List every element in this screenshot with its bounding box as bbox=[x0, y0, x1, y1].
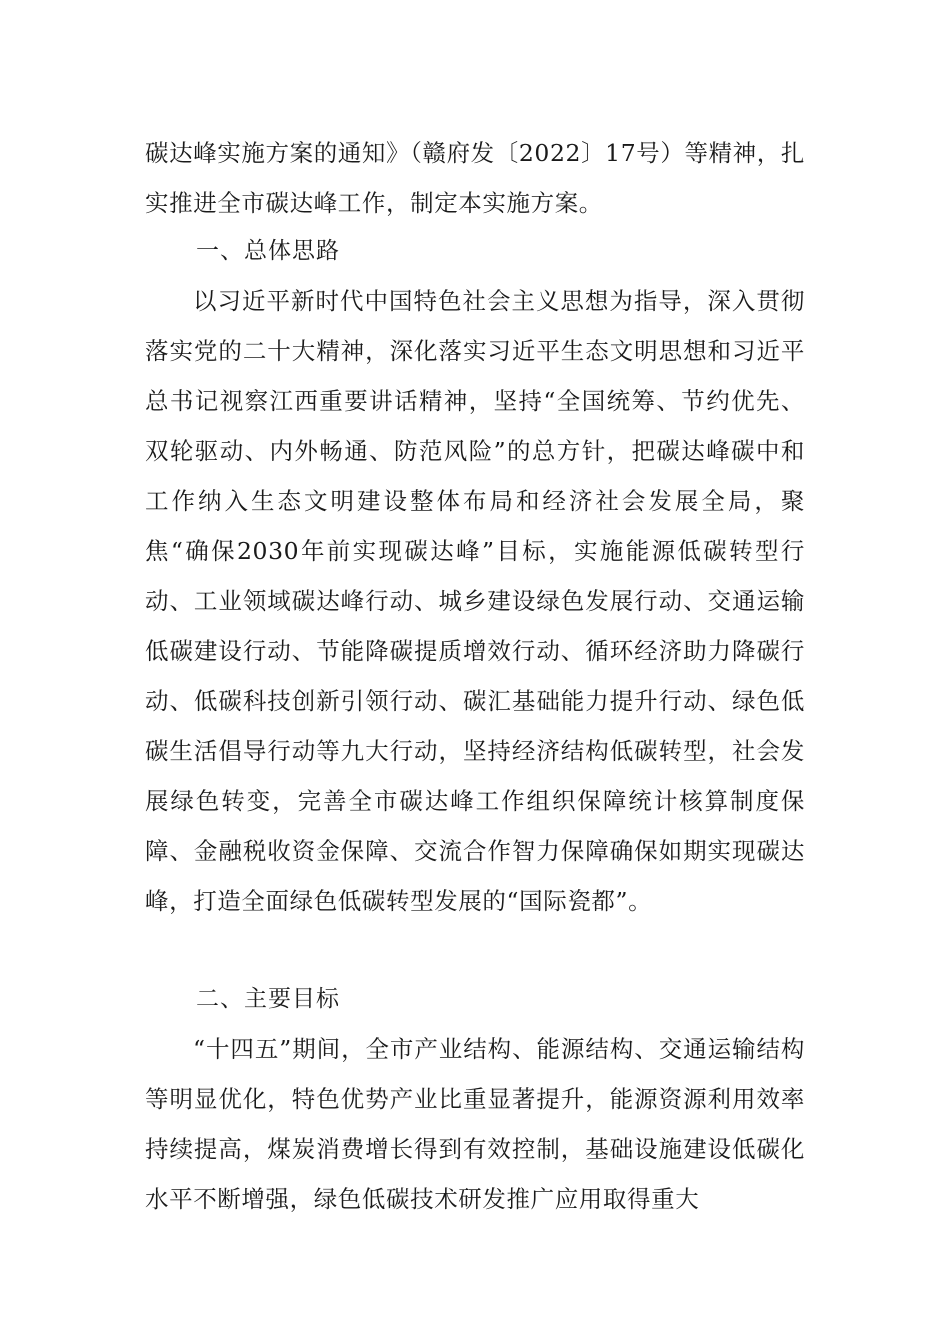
overall-approach-paragraph: 以习近平新时代中国特色社会主义思想为指导，深入贯彻落实党的二十大精神，深化落实习近平生态文明思想和习近平总书记视察江西重要讲话精神，坚持“全国统筹、节约优先、双轮驱动、内外畅通、防范风险”的总方针，把碳达峰碳中和工作纳入生态文明建设整体布局和经济社会发展全局，聚焦“确保2030年前实现碳达峰”目标，实施能源低碳转型行动、工业领域碳达峰行动、城乡建设绿色发展行动、交通运输低碳建设行动、节能降碳提质增效行动、循环经济助力降碳行动、低碳科技创新引领行动、碳汇基础能力提升行动、绿色低碳生活倡导行动等九大行动，坚持经济结构低碳转型，社会发展绿色转变，完善全市碳达峰工作组织保障统计核算制度保障、金融税收资金保障、交流合作智力保障确保如期实现碳达峰，打造全面绿色低碳转型发展的“国际瓷都”。 bbox=[145, 287, 805, 915]
section-heading-main-goals: 二、主要目标 bbox=[196, 986, 340, 1012]
section-heading-overall-approach: 一、总体思路 bbox=[196, 238, 340, 264]
intro-paragraph: 碳达峰实施方案的通知》（赣府发〔2022〕17号）等精神，扎实推进全市碳达峰工作，制定本实施方案。 bbox=[145, 139, 805, 217]
main-goals-paragraph: “十四五”期间，全市产业结构、能源结构、交通运输结构等明显优化，特色优势产业比重显著提升，能源资源利用效率持续提高，煤炭消费增长得到有效控制，基础设施建设低碳化水平不断增强，绿色低碳技术研发推广应用取得重大 bbox=[145, 1035, 805, 1213]
